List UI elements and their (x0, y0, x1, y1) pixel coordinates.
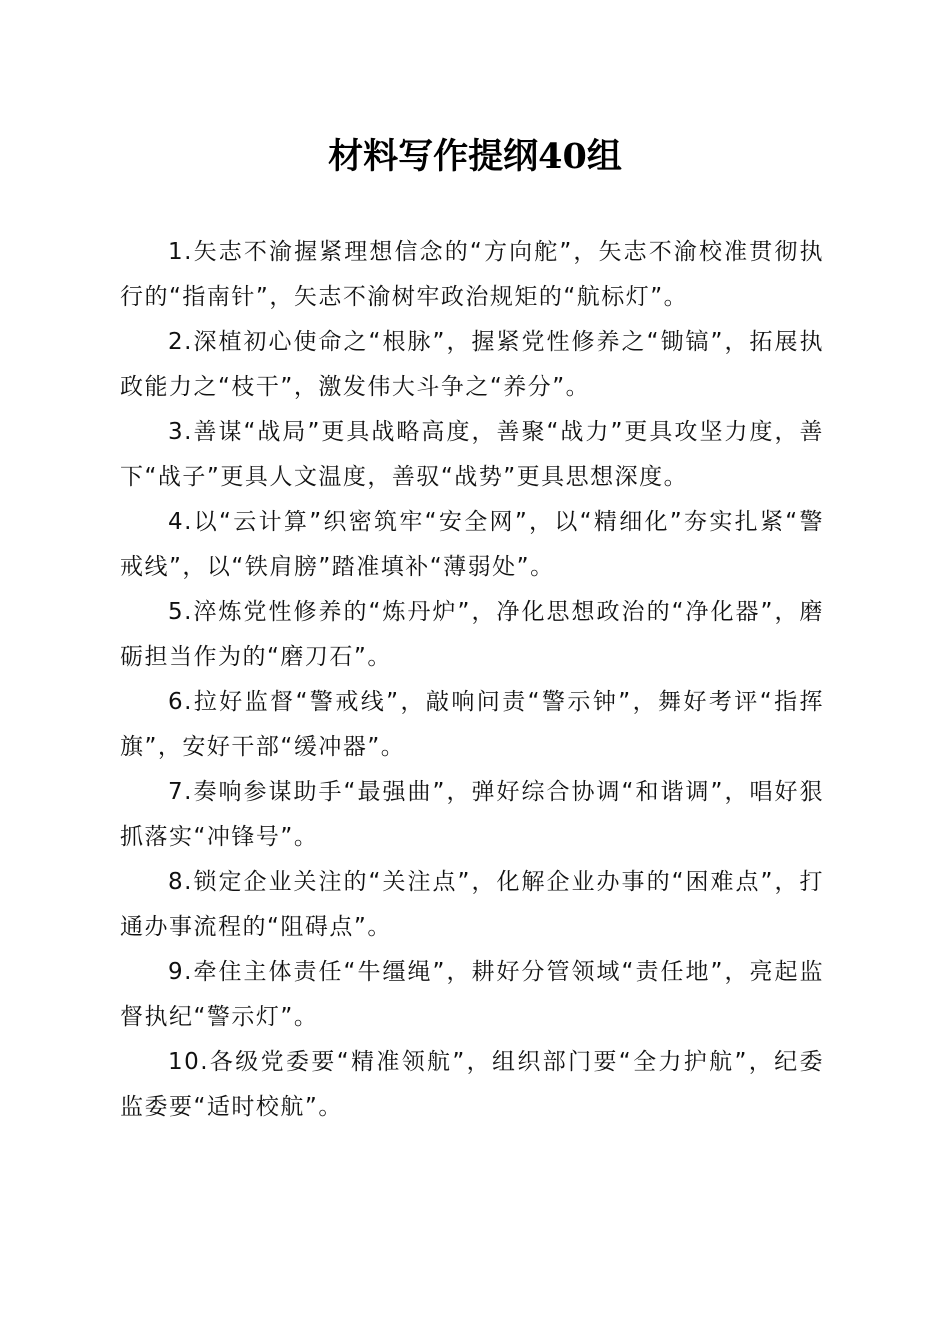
list-item: 4.以“云计算”织密筑牢“安全网”，以“精细化”夯实扎紧“警戒线”，以“铁肩膀”踏准填补“薄弱处”。 (120, 509, 824, 580)
list-item: 5.淬炼党性修养的“炼丹炉”，净化思想政治的“净化器”，磨砺担当作为的“磨刀石”。 (120, 599, 824, 670)
list-item: 9.牵住主体责任“牛缰绳”，耕好分管领域“责任地”，亮起监督执纪“警示灯”。 (120, 959, 824, 1030)
document-title: 材料写作提纲40组 (328, 136, 622, 177)
list-item: 3.善谋“战局”更具战略高度，善聚“战力”更具攻坚力度，善下“战子”更具人文温度，善驭“战势”更具思想深度。 (120, 419, 824, 490)
list-item: 2.深植初心使命之“根脉”，握紧党性修养之“锄镐”，拓展执政能力之“枝干”，激发伟大斗争之“养分”。 (120, 329, 824, 400)
list-item: 7.奏响参谋助手“最强曲”，弹好综合协调“和谐调”，唱好狠抓落实“冲锋号”。 (120, 779, 824, 850)
list-item: 1.矢志不渝握紧理想信念的“方向舵”，矢志不渝校准贯彻执行的“指南针”，矢志不渝树牢政治规矩的“航标灯”。 (120, 239, 824, 310)
list-item: 6.拉好监督“警戒线”，敲响问责“警示钟”，舞好考评“指挥旗”，安好干部“缓冲器”。 (120, 689, 824, 760)
list-item: 10.各级党委要“精准领航”，组织部门要“全力护航”，纪委监委要“适时校航”。 (120, 1049, 824, 1120)
document-body (120, 230, 824, 1130)
list-item: 8.锁定企业关注的“关注点”，化解企业办事的“困难点”，打通办事流程的“阻碍点”。 (120, 869, 824, 940)
